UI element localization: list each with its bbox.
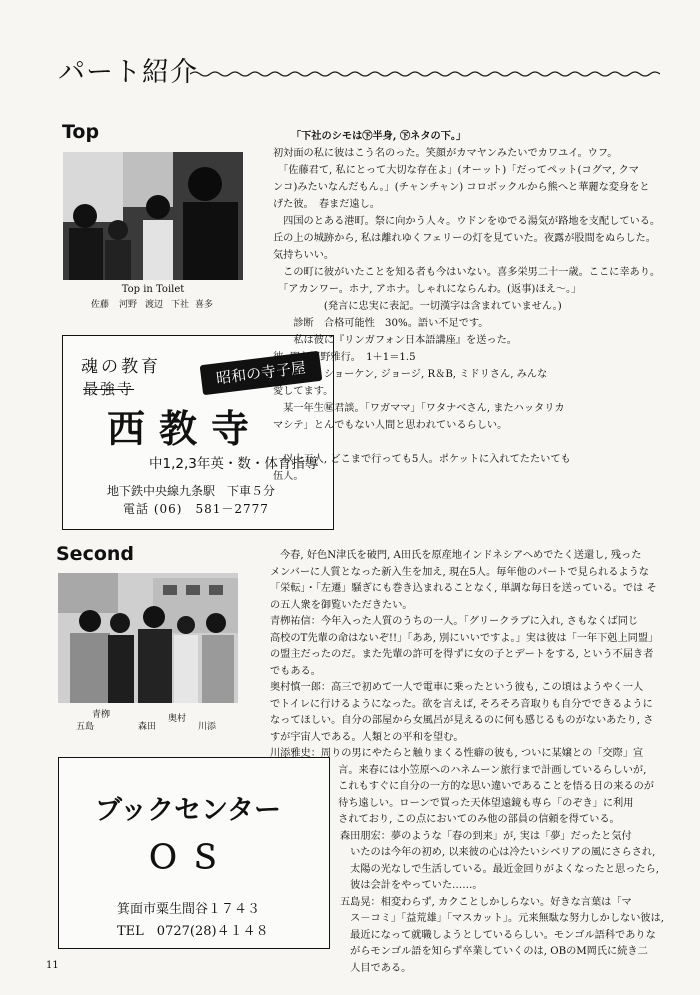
paragraph-line: の盟主だったのだ。また先輩の許可を得ずに女の子とデートをする, という不届き者	[270, 649, 654, 660]
paragraph-line: 愛してます。	[273, 386, 334, 397]
paragraph-line: すが宇宙人である。人類との平和を望む。	[270, 731, 464, 743]
paragraph-line: 「下社のシモは㊦半身, ㊦ネタの下。」	[291, 130, 467, 142]
paragraph-line: なってほしい。自分の部屋から女風呂が見えるのに何も感じるものがないあたり, さ	[270, 715, 654, 726]
paragraph-line: いたのは今年の初め, 以来彼の心は冷たいシベリアの風にさらされ,	[340, 847, 656, 858]
paragraph-line: 四国のとある港町。祭に向かう人々。ウドンをゆでる湯気が路地を支配している。	[273, 216, 661, 227]
name-label: 奥村	[168, 714, 187, 724]
paragraph-line: でトイレに行けるようになった。欲を言えば, そろそろ音取りも自分でできるように	[270, 698, 653, 710]
top-names-row	[63, 297, 243, 309]
paragraph-line: 高校のT先輩の命はないぞ!!」「ああ, 別にいいですよ。」実は彼は「一年下剋上同盟」	[270, 632, 659, 644]
ad-access: 地下鉄中央線九条駅 下車５分	[107, 484, 276, 498]
ad-subjects: 中1,2,3年英・数・体育指導	[149, 456, 319, 472]
ad-slogan: 魂の教育	[81, 357, 161, 377]
paragraph-line: 彼は会計をやっていた……。	[340, 880, 483, 891]
ad-temple-name: 西教寺	[107, 406, 264, 451]
section-heading-top: Top	[62, 121, 100, 143]
ad-store-name: ブックセンター	[95, 795, 282, 826]
name-label: 佐藤	[91, 300, 110, 310]
paragraph-line: 森田朋宏：夢のような「春の到来」が, 実は「夢」だったと気付	[340, 830, 632, 842]
name-label: 喜多	[195, 300, 214, 310]
paragraph-line: 待ち遠しい。ローンで買った天体望遠鏡も専ら「のぞき」に利用	[328, 797, 634, 809]
paragraph-line: この町に彼がいたことを知る者も今はいない。喜多栄男二十一歳。ここに幸あり。	[273, 267, 661, 278]
paragraph-line: マシテ」とんでもない人間と思われているらしい。	[273, 420, 508, 431]
paragraph-line: 「栄転」・「左遷」騒ぎにも巻き込まれることなく, 単調な毎日を送っている。では そ	[270, 583, 657, 594]
paragraph-line: 最近になって就職しようとしているらしい。モンゴル語科でありな	[340, 929, 656, 941]
paragraph-line: でもある。	[270, 665, 321, 677]
paragraph-line: がらモンゴル語を知らず卒業していくのは, OBのM岡氏に続き二	[340, 946, 648, 957]
paragraph-line: ンコ)みたいなんだもん。」(チャンチャン) コロボックルから熊へと華麗な変身をと	[273, 182, 650, 193]
paragraph-line: (発言に忠実に表記。一切漢字は含まれていません。)	[273, 301, 562, 312]
paragraph-line: 丘の上の城跡から, 私は離れゆくフェリーの灯を見ていた。夜露が股間をぬらした。	[273, 233, 656, 244]
paragraph-line: 青栁祐信：今年入った人質のうちの一人。「グリークラブに入れ, さもなくば同じ	[270, 616, 639, 627]
name-label: 河野	[119, 300, 138, 310]
second-names	[58, 707, 238, 733]
name-label: 五島	[76, 722, 95, 732]
paragraph-line: 診断 合格可能性 30%。語い不足です。	[273, 318, 489, 329]
paragraph-line: 言。来春には小笠原へのハネムーン旅行まで計画しているらしいが,	[328, 764, 647, 776]
paragraph-line: 伍人。	[273, 471, 304, 482]
ad-struck-text: 最強寺	[83, 380, 135, 398]
ad-stamp-banner: 昭和の寺子屋	[200, 351, 323, 395]
paragraph-line: 人目である。	[340, 962, 412, 974]
top-group-photo	[63, 152, 243, 280]
name-label: 下社	[171, 300, 190, 310]
paragraph-line: 気持ちいい。	[273, 250, 335, 261]
paragraph-line: げた彼。 春まだ遠し。	[273, 199, 380, 210]
paragraph-line: 「アカンワー。ホナ, アホナ。しゃれにならんわ。(返事)ほえ～。」	[273, 284, 582, 295]
paragraph-line: 五島晃：相変わらず, カクことしかしらない。好きな言葉は「マ	[340, 896, 632, 908]
paragraph-line: 彼, 即ち河野雅行。 1＋1＝1.5	[273, 352, 416, 363]
name-label: 森田	[138, 722, 157, 732]
paragraph-line: 私は彼に『リンガフォン日本語講座』を送った。	[273, 335, 517, 346]
ad-phone: TEL 0727(28)４１４８	[117, 924, 269, 939]
top-photo-caption: Top in Toilet	[121, 284, 185, 295]
paragraph-line: 以上五人, どこまで行っても5人。ポケットに入れてたたいても	[273, 454, 571, 465]
paragraph-line: 「佐藤君て, 私にとって大切な存在よ」(オーット)「だってペット(コグマ, クマ	[273, 165, 639, 176]
paragraph-line: 今春, 好色N津氏を破門, A田氏を原産地インドネシアへめでたく送還し, 残った	[280, 550, 642, 561]
ad-phone: 電話 (06) 581－2777	[123, 502, 269, 516]
paragraph-line: の五人衆を御覧いただきたい。	[270, 599, 413, 611]
name-label: 川添	[198, 722, 217, 732]
page-number: 11	[46, 960, 59, 971]
title-wavy-rule	[190, 70, 660, 78]
paragraph-line: 初対面の私に彼はこう名のった。笑顔がカマヤンみたいでカワユイ。ウフ。	[273, 148, 618, 159]
name-label: 渡辺	[145, 300, 164, 310]
paragraph-line: 太陽の光なしで生活している。最近金回りがよくなったと思ったら,	[340, 863, 660, 875]
second-article-text	[258, 548, 668, 977]
top-article-text	[273, 128, 668, 485]
second-group-photo	[58, 573, 238, 703]
paragraph-line: 奥村慎一郎：高三で初めて一人で電車に乗ったという彼も, この頃はようやく一人	[270, 682, 644, 693]
ad-address: 箕面市粟生間谷１７４３	[117, 902, 261, 917]
paragraph-line: 某一年生㊙君談。「ワガママ」「ワタナベさん, またハッタリカ	[273, 403, 565, 414]
page-title: パート紹介	[58, 57, 198, 88]
ad-store-name-2: ＯＳ	[147, 838, 232, 876]
paragraph-line: これもすぐに自分の一方的な思い違いであることを悟る日の来るのが	[328, 781, 654, 792]
paragraph-line: メンバーに人質となった新入生を加え, 現在5人。毎年他のパートで見られるような	[270, 566, 649, 578]
paragraph-line: 渡辺泰博。ショーケン, ジョージ, R＆B, ミドリさん, みんな	[273, 369, 548, 380]
paragraph-line	[273, 434, 668, 451]
paragraph-line: されており, この点においてのみ他の部員の信頼を得ている。	[328, 814, 620, 825]
section-heading-second: Second	[56, 543, 135, 565]
paragraph-line: ス－コミ」「益荒雄」「マスカット」。元来無駄な努力しかしない彼は,	[340, 913, 665, 924]
name-label: 青栁	[92, 710, 111, 720]
paragraph-line: 川添雅史：周りの男にやたらと触りまくる性癖の彼も, ついに某嬢との「交際」宣	[270, 748, 644, 759]
